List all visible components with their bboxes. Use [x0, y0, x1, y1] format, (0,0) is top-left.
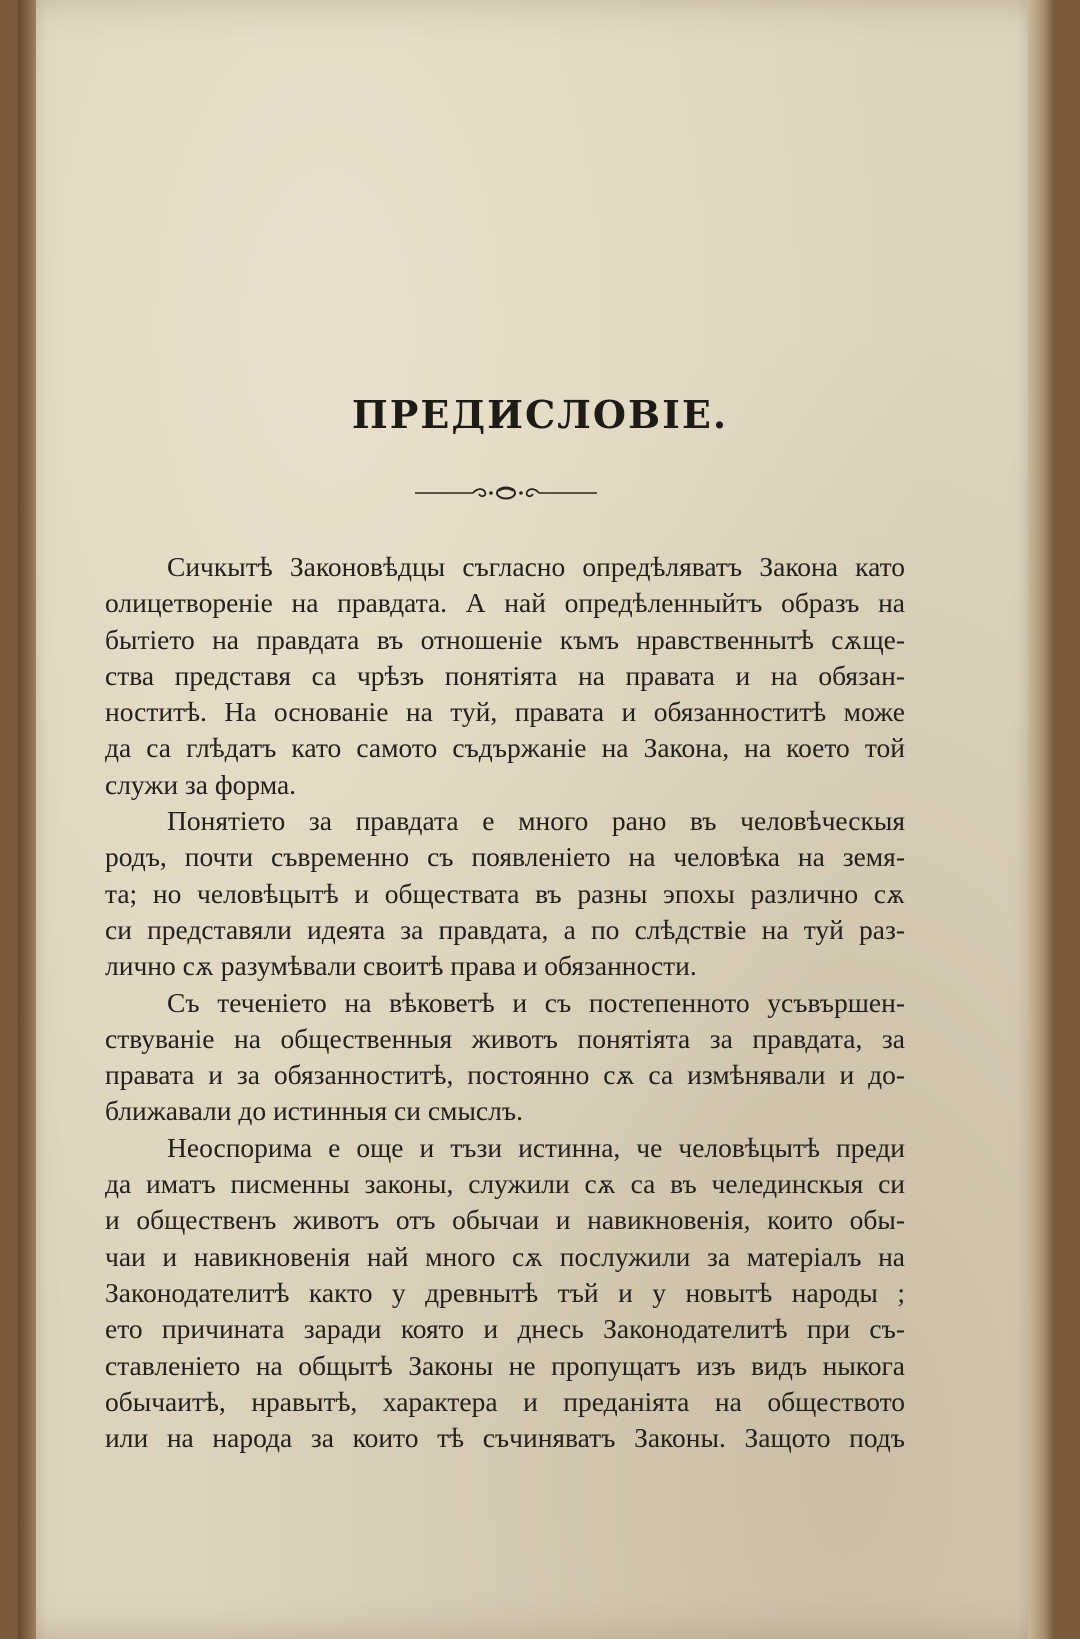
text-line: правата и за обязанноститѣ, постоянно сѫ са измѣнявали и до-	[105, 1059, 905, 1091]
text-line: ето причината заради която и днесь Законодателитѣ при съ-	[105, 1313, 905, 1345]
page-edge	[1028, 0, 1054, 1639]
page-title: ПРЕДИСЛОВІЕ.	[351, 392, 729, 437]
text-line: ства представя са чрѣзъ понятіята на правата и на обязан-	[105, 659, 905, 691]
text-line: да иматъ писменны законы, служили сѫ са въ челединскыя си	[105, 1168, 905, 1200]
page-gutter	[18, 0, 36, 1639]
text-line: родъ, почти съвременно съ появленіето на человѣка на земя-	[105, 841, 905, 873]
text-line: Съ теченіето на вѣковетѣ и съ постепенното усъвършен-	[167, 986, 905, 1018]
text-line: Понятіето за правдата е много рано въ человѣческыя	[167, 805, 905, 837]
text-line: служи за форма.	[105, 768, 297, 800]
text-line: обычаитѣ, нравытѣ, характера и преданіята на обществото	[105, 1385, 905, 1417]
text-line: лично сѫ разумѣвали своитѣ права и обязанности.	[105, 950, 697, 982]
text-line: Неоспорима е още и тъзи истинна, че человѣцытѣ преди	[167, 1131, 905, 1163]
paragraph	[105, 1130, 905, 1457]
text-line: ближавали до истинныя си смыслъ.	[105, 1095, 523, 1127]
paragraph	[105, 549, 905, 803]
divider-ornament-icon	[415, 480, 597, 506]
text-line: ствуваніе на общественныя животъ понятіята за правдата, за	[105, 1022, 905, 1054]
text-line: Сичкытѣ Законовѣдцы съгласно опредѣляватъ Закона като	[167, 551, 905, 582]
text-line: ставленіето на общытѣ Законы не пропущатъ изъ видъ ныкога	[105, 1349, 905, 1381]
text-line: та; но человѣцытѣ и обществата въ разны эпохы различно сѫ	[105, 877, 905, 909]
text-line: си представяли идеята за правдата, а по слѣдствіе на туй раз-	[105, 913, 905, 945]
text-line: или на народа за които тѣ съчиняватъ Законы. Защото подъ	[105, 1422, 905, 1454]
text-line: чаи и навикновенія най много сѫ послужили за матеріалъ на	[105, 1240, 905, 1272]
body-text	[105, 549, 905, 1456]
text-line: олицетвореніе на правдата. А най опредѣленныйтъ образъ на	[105, 587, 905, 619]
text-line: да са глѣдатъ като самото съдържаніе на Закона, на което той	[105, 732, 905, 764]
text-line: и общественъ животъ отъ обычаи и навикновенія, които обы-	[105, 1204, 905, 1236]
text-line: бытіето на правдата въ отношеніе къмъ нравственнытѣ сѫще-	[105, 623, 905, 655]
text-line: Законодателитѣ както у древнытѣ тъй и у новытѣ народы ;	[105, 1276, 905, 1308]
paragraph	[105, 985, 905, 1130]
paragraph	[105, 803, 905, 984]
text-line: ноститѣ. На основаніе на туй, правата и обязанноститѣ може	[105, 696, 905, 728]
